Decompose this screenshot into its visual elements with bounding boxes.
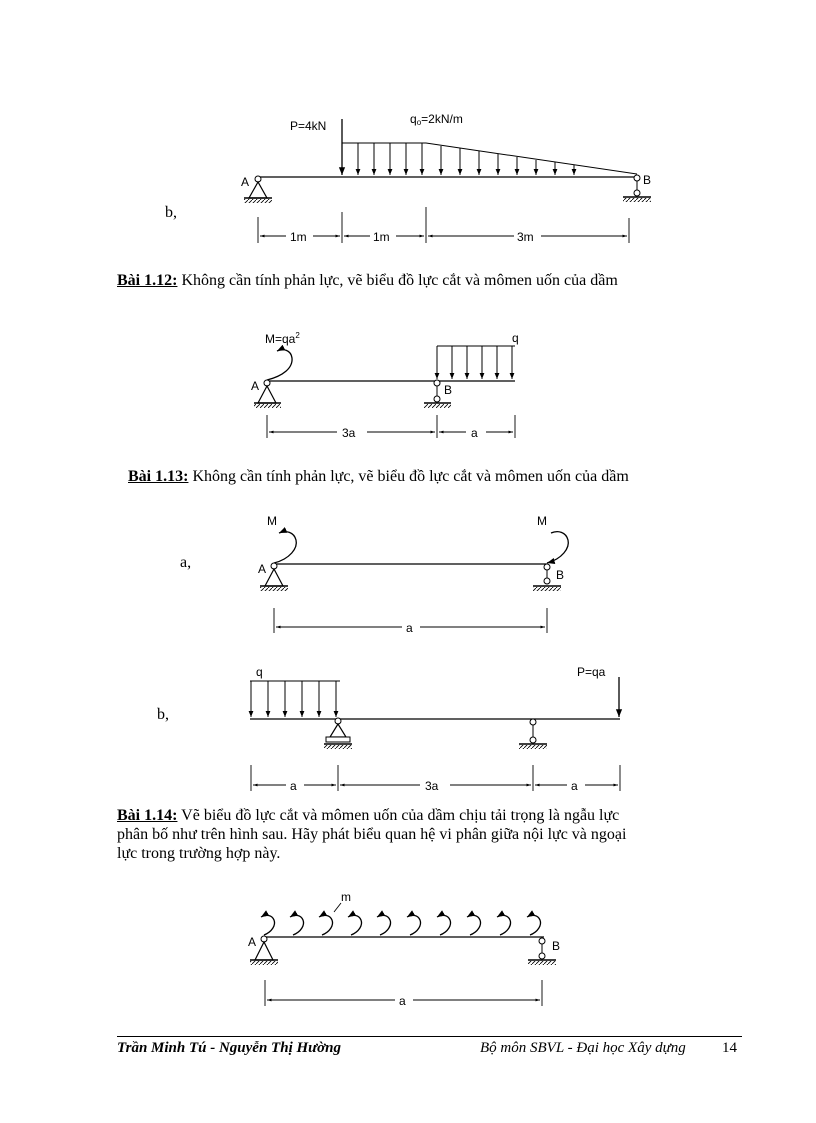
exercise-title: Bài 1.14: bbox=[117, 807, 178, 824]
exercise-text-line-1: Vẽ biểu đồ lực cắt và mômen uốn của dầm chịu tải trọng là ngẫu lực bbox=[177, 807, 620, 824]
figure-top-beam bbox=[241, 112, 651, 244]
figure-1-14-beam bbox=[248, 890, 560, 1008]
dimension-label: 3m bbox=[517, 230, 534, 244]
support-label-A: A bbox=[248, 935, 257, 949]
support-label-A: A bbox=[258, 562, 267, 576]
dimension-label: a bbox=[471, 426, 478, 440]
moment-arrow-left bbox=[274, 532, 296, 563]
figure-label-b: b, bbox=[165, 204, 177, 221]
dimension-line bbox=[258, 207, 629, 243]
roller-support-right bbox=[519, 719, 547, 749]
moment-label-left: M bbox=[267, 514, 277, 528]
support-label-A: A bbox=[241, 175, 250, 189]
footer-page-number: 14 bbox=[722, 1040, 737, 1056]
dimension-label: 3a bbox=[425, 779, 439, 793]
support-label-B: B bbox=[444, 383, 453, 397]
moment-label: $M=qa^2$ bbox=[265, 331, 300, 346]
exercise-text: Không cần tính phản lực, vẽ biểu đồ lực cắt và mômen uốn của dầm bbox=[188, 468, 629, 485]
dimension-label: a bbox=[571, 779, 578, 793]
distributed-load-label: qo=2kN/m bbox=[410, 112, 463, 127]
support-label-B: B bbox=[556, 568, 565, 582]
exercise-text-line-3: lực trong trường hợp này. bbox=[117, 845, 281, 862]
distributed-load-label: q bbox=[256, 665, 263, 679]
exercise-text-line-2: phân bố như trên hình sau. Hãy phát biểu quan hệ vi phân giữa nội lực và ngoại bbox=[117, 826, 627, 843]
distributed-load-outline bbox=[342, 143, 637, 174]
distributed-load-arrows bbox=[251, 681, 336, 717]
distributed-moment-label: m bbox=[341, 890, 351, 904]
figure-1-13b-beam bbox=[250, 665, 620, 793]
support-label-B: B bbox=[552, 939, 561, 953]
support-label-B: B bbox=[643, 173, 652, 187]
distributed-load-arrows bbox=[358, 143, 574, 175]
dimension-label: 1m bbox=[290, 230, 307, 244]
footer-department: Bộ môn SBVL - Đại học Xây dựng bbox=[480, 1040, 686, 1056]
point-load-label: P=4kN bbox=[290, 119, 327, 133]
dimension-line bbox=[267, 415, 515, 438]
footer-authors: Trần Minh Tú - Nguyễn Thị Hường bbox=[117, 1040, 342, 1056]
support-label-A: A bbox=[251, 379, 260, 393]
dimension-label: a bbox=[406, 621, 413, 635]
distributed-load-label: q bbox=[512, 331, 519, 345]
figure-label-a: a, bbox=[180, 554, 192, 571]
exercise-title: Bài 1.12: bbox=[117, 272, 178, 289]
moment-label-right: M bbox=[537, 514, 547, 528]
exercise-text: Không cần tính phản lực, vẽ biểu đồ lực cắt và mômen uốn của dầm bbox=[177, 272, 618, 289]
dimension-label: a bbox=[290, 779, 297, 793]
distributed-load-arrows bbox=[437, 346, 512, 379]
distributed-moment-arrows bbox=[261, 915, 541, 935]
roller-support-left bbox=[324, 718, 352, 749]
moment-label-leader bbox=[334, 903, 341, 912]
dimension-label: 3a bbox=[342, 426, 356, 440]
dimension-label: 1m bbox=[373, 230, 390, 244]
figure-1-13a-beam bbox=[258, 514, 568, 635]
exercise-title: Bài 1.13: bbox=[128, 468, 189, 485]
dimension-label: a bbox=[399, 994, 406, 1008]
moment-arrow-right bbox=[547, 532, 568, 563]
point-load-label: P=qa bbox=[577, 665, 606, 679]
figure-label-b: b, bbox=[157, 706, 169, 723]
figure-1-12-beam bbox=[251, 331, 519, 440]
moment-arrow bbox=[267, 350, 292, 380]
